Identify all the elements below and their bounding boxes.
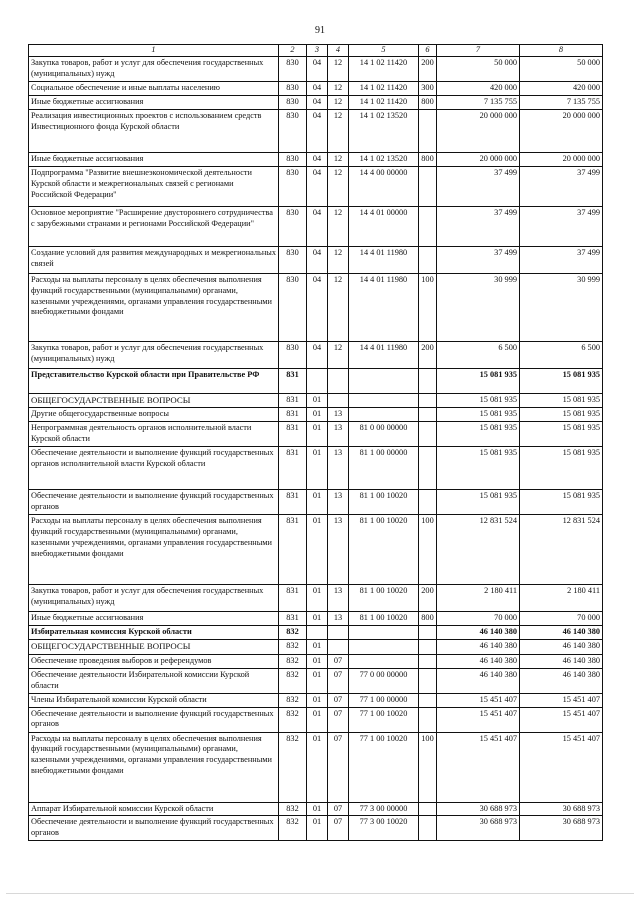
subsection-code: 12 (328, 81, 349, 95)
expense-type-code (419, 626, 437, 640)
admin-code: 830 (279, 152, 307, 166)
table-row (29, 490, 603, 515)
amount-col-7: 37 499 (437, 206, 520, 246)
amount-col-8: 30 688 973 (520, 816, 603, 841)
section-code: 04 (307, 273, 328, 341)
amount-col-7: 50 000 (437, 56, 520, 81)
table-row (29, 626, 603, 640)
expense-type-code (419, 490, 437, 515)
row-label: Обеспечение деятельности и выполнение функций государственных органов (29, 490, 279, 515)
section-code: 01 (307, 447, 328, 490)
row-label: Закупка товаров, работ и услуг для обеспечения государственных (муниципальных) нужд (29, 585, 279, 612)
table-body (29, 56, 603, 841)
row-label: ОБЩЕГОСУДАРСТВЕННЫЕ ВОПРОСЫ (29, 640, 279, 655)
subsection-code: 13 (328, 585, 349, 612)
amount-col-7: 46 140 380 (437, 654, 520, 668)
expense-type-code: 200 (419, 585, 437, 612)
target-article-code: 77 1 00 10020 (349, 732, 419, 802)
section-code: 01 (307, 612, 328, 626)
section-code: 04 (307, 81, 328, 95)
target-article-code (349, 408, 419, 422)
subsection-code: 07 (328, 654, 349, 668)
subsection-code: 12 (328, 166, 349, 206)
admin-code: 832 (279, 668, 307, 693)
expense-type-code (419, 393, 437, 408)
target-article-code: 14 4 01 11980 (349, 273, 419, 341)
amount-col-7: 2 180 411 (437, 585, 520, 612)
row-label: Обеспечение проведения выборов и референдумов (29, 654, 279, 668)
subsection-code: 07 (328, 732, 349, 802)
section-code: 01 (307, 693, 328, 707)
subsection-code: 07 (328, 707, 349, 732)
table-row (29, 668, 603, 693)
amount-col-7: 20 000 000 (437, 152, 520, 166)
row-label: Обеспечение деятельности и выполнение функций государственных органов (29, 707, 279, 732)
section-code: 04 (307, 341, 328, 368)
expense-type-code (419, 246, 437, 273)
table-row (29, 640, 603, 655)
subsection-code: 13 (328, 490, 349, 515)
column-header: 8 (520, 45, 603, 57)
admin-code: 832 (279, 816, 307, 841)
table-row (29, 408, 603, 422)
subsection-code: 12 (328, 109, 349, 152)
admin-code: 830 (279, 56, 307, 81)
subsection-code: 13 (328, 408, 349, 422)
subsection-code: 07 (328, 668, 349, 693)
subsection-code: 12 (328, 56, 349, 81)
row-label: Другие общегосударственные вопросы (29, 408, 279, 422)
subsection-code: 12 (328, 246, 349, 273)
expense-type-code (419, 447, 437, 490)
section-code: 04 (307, 56, 328, 81)
expense-type-code (419, 109, 437, 152)
amount-col-8: 15 081 935 (520, 408, 603, 422)
row-label: Расходы на выплаты персоналу в целях обеспечения выполнения функций государственными (муниципальными) органами, казенными учреждениями, органами управления государственными внебюджетными фондами (29, 273, 279, 341)
admin-code: 830 (279, 81, 307, 95)
table-row (29, 816, 603, 841)
table-row (29, 515, 603, 585)
target-article-code: 14 1 02 13520 (349, 152, 419, 166)
amount-col-7: 15 081 935 (437, 447, 520, 490)
amount-col-8: 37 499 (520, 206, 603, 246)
section-code: 04 (307, 109, 328, 152)
amount-col-7: 6 500 (437, 341, 520, 368)
subsection-code: 07 (328, 802, 349, 816)
row-label: Аппарат Избирательной комиссии Курской области (29, 802, 279, 816)
admin-code: 831 (279, 393, 307, 408)
section-code: 04 (307, 246, 328, 273)
row-label: Представительство Курской области при Правительстве РФ (29, 368, 279, 393)
row-label: Избирательная комиссия Курской области (29, 626, 279, 640)
amount-col-8: 15 451 407 (520, 707, 603, 732)
expense-type-code: 800 (419, 152, 437, 166)
expense-type-code: 100 (419, 515, 437, 585)
subsection-code (328, 640, 349, 655)
amount-col-8: 15 081 935 (520, 393, 603, 408)
admin-code: 832 (279, 732, 307, 802)
section-code: 04 (307, 152, 328, 166)
target-article-code (349, 368, 419, 393)
section-code (307, 626, 328, 640)
amount-col-7: 70 000 (437, 612, 520, 626)
expense-type-code (419, 654, 437, 668)
amount-col-7: 30 688 973 (437, 816, 520, 841)
table-row (29, 56, 603, 81)
table-row (29, 166, 603, 206)
amount-col-7: 15 081 935 (437, 490, 520, 515)
section-code: 01 (307, 654, 328, 668)
amount-col-7: 12 831 524 (437, 515, 520, 585)
admin-code: 832 (279, 654, 307, 668)
admin-code: 832 (279, 626, 307, 640)
target-article-code: 14 1 02 11420 (349, 56, 419, 81)
section-code: 01 (307, 816, 328, 841)
expense-type-code (419, 166, 437, 206)
admin-code: 831 (279, 422, 307, 447)
admin-code: 831 (279, 368, 307, 393)
admin-code: 832 (279, 707, 307, 732)
section-code: 01 (307, 640, 328, 655)
amount-col-8: 12 831 524 (520, 515, 603, 585)
section-code: 01 (307, 585, 328, 612)
admin-code: 830 (279, 246, 307, 273)
amount-col-8: 2 180 411 (520, 585, 603, 612)
row-label: Обеспечение деятельности и выполнение функций государственных органов (29, 816, 279, 841)
amount-col-8: 37 499 (520, 246, 603, 273)
admin-code: 831 (279, 408, 307, 422)
column-header: 4 (328, 45, 349, 57)
row-label: Расходы на выплаты персоналу в целях обеспечения выполнения функций государственными (муниципальными) органами, казенными учреждениями, органами управления государственными внебюджетными фондами (29, 732, 279, 802)
section-code: 01 (307, 393, 328, 408)
row-label: Обеспечение деятельности Избирательной комиссии Курской области (29, 668, 279, 693)
target-article-code: 14 4 01 11980 (349, 341, 419, 368)
subsection-code: 12 (328, 152, 349, 166)
expense-type-code (419, 368, 437, 393)
column-header: 5 (349, 45, 419, 57)
table-row (29, 341, 603, 368)
section-code: 04 (307, 95, 328, 109)
target-article-code (349, 654, 419, 668)
table-row (29, 152, 603, 166)
row-label: ОБЩЕГОСУДАРСТВЕННЫЕ ВОПРОСЫ (29, 393, 279, 408)
amount-col-7: 15 451 407 (437, 693, 520, 707)
admin-code: 831 (279, 585, 307, 612)
expense-type-code (419, 802, 437, 816)
target-article-code: 81 1 00 10020 (349, 612, 419, 626)
expense-type-code (419, 707, 437, 732)
expense-type-code (419, 640, 437, 655)
subsection-code: 12 (328, 341, 349, 368)
amount-col-8: 15 451 407 (520, 693, 603, 707)
admin-code: 830 (279, 273, 307, 341)
subsection-code: 13 (328, 447, 349, 490)
amount-col-8: 6 500 (520, 341, 603, 368)
admin-code: 831 (279, 612, 307, 626)
table-row (29, 109, 603, 152)
expense-type-code (419, 693, 437, 707)
row-label: Непрограммная деятельность органов исполнительной власти Курской области (29, 422, 279, 447)
row-label: Иные бюджетные ассигнования (29, 152, 279, 166)
admin-code: 830 (279, 109, 307, 152)
section-code: 01 (307, 408, 328, 422)
amount-col-8: 15 081 935 (520, 368, 603, 393)
expense-type-code: 200 (419, 56, 437, 81)
amount-col-7: 420 000 (437, 81, 520, 95)
table-row (29, 693, 603, 707)
amount-col-8: 46 140 380 (520, 654, 603, 668)
target-article-code: 81 1 00 10020 (349, 515, 419, 585)
target-article-code: 14 4 01 00000 (349, 206, 419, 246)
row-label: Основное мероприятие "Расширение двустороннего сотрудничества с зарубежными странами и регионами Российской Федерации" (29, 206, 279, 246)
expense-type-code (419, 408, 437, 422)
subsection-code: 12 (328, 206, 349, 246)
column-header: 2 (279, 45, 307, 57)
amount-col-7: 7 135 755 (437, 95, 520, 109)
expense-type-code (419, 422, 437, 447)
amount-col-8: 30 999 (520, 273, 603, 341)
amount-col-7: 15 081 935 (437, 393, 520, 408)
target-article-code (349, 640, 419, 655)
admin-code: 830 (279, 166, 307, 206)
target-article-code: 81 1 00 10020 (349, 490, 419, 515)
amount-col-7: 15 451 407 (437, 732, 520, 802)
target-article-code: 77 0 00 00000 (349, 668, 419, 693)
admin-code: 830 (279, 95, 307, 109)
target-article-code: 81 0 00 00000 (349, 422, 419, 447)
section-code: 01 (307, 668, 328, 693)
row-label: Иные бюджетные ассигнования (29, 612, 279, 626)
row-label: Члены Избирательной комиссии Курской области (29, 693, 279, 707)
header-row (29, 45, 603, 57)
table-row (29, 393, 603, 408)
row-label: Социальное обеспечение и иные выплаты населению (29, 81, 279, 95)
subsection-code: 07 (328, 816, 349, 841)
expense-type-code (419, 206, 437, 246)
target-article-code: 81 1 00 00000 (349, 447, 419, 490)
row-label: Закупка товаров, работ и услуг для обеспечения государственных (муниципальных) нужд (29, 56, 279, 81)
row-label: Создание условий для развития международных и межрегиональных связей (29, 246, 279, 273)
target-article-code: 14 1 02 13520 (349, 109, 419, 152)
expense-type-code (419, 816, 437, 841)
subsection-code: 13 (328, 515, 349, 585)
table-row (29, 368, 603, 393)
admin-code: 832 (279, 693, 307, 707)
table-row (29, 707, 603, 732)
amount-col-7: 15 081 935 (437, 408, 520, 422)
section-code: 04 (307, 166, 328, 206)
amount-col-7: 46 140 380 (437, 668, 520, 693)
target-article-code: 14 4 00 00000 (349, 166, 419, 206)
amount-col-8: 15 081 935 (520, 490, 603, 515)
admin-code: 830 (279, 341, 307, 368)
page-number: 91 (315, 25, 325, 36)
table-row (29, 585, 603, 612)
section-code: 01 (307, 732, 328, 802)
target-article-code: 81 1 00 10020 (349, 585, 419, 612)
target-article-code (349, 393, 419, 408)
section-code (307, 368, 328, 393)
expense-type-code: 100 (419, 273, 437, 341)
amount-col-8: 70 000 (520, 612, 603, 626)
section-code: 01 (307, 802, 328, 816)
amount-col-8: 20 000 000 (520, 152, 603, 166)
section-code: 01 (307, 515, 328, 585)
row-label: Реализация инвестиционных проектов с использованием средств Инвестиционного фонда Курской области (29, 109, 279, 152)
amount-col-7: 37 499 (437, 246, 520, 273)
amount-col-7: 15 451 407 (437, 707, 520, 732)
amount-col-8: 15 451 407 (520, 732, 603, 802)
table-row (29, 654, 603, 668)
target-article-code: 77 3 00 00000 (349, 802, 419, 816)
amount-col-8: 420 000 (520, 81, 603, 95)
amount-col-7: 15 081 935 (437, 368, 520, 393)
table-row (29, 732, 603, 802)
row-label: Расходы на выплаты персоналу в целях обеспечения выполнения функций государственными (муниципальными) органами, казенными учреждениями, органами управления государственными внебюджетными фондами (29, 515, 279, 585)
table-row (29, 206, 603, 246)
amount-col-8: 46 140 380 (520, 626, 603, 640)
amount-col-8: 50 000 (520, 56, 603, 81)
section-code: 01 (307, 490, 328, 515)
amount-col-8: 20 000 000 (520, 109, 603, 152)
column-header: 6 (419, 45, 437, 57)
section-code: 01 (307, 422, 328, 447)
table-row (29, 447, 603, 490)
amount-col-7: 30 688 973 (437, 802, 520, 816)
expense-type-code: 300 (419, 81, 437, 95)
amount-col-8: 46 140 380 (520, 668, 603, 693)
amount-col-8: 15 081 935 (520, 422, 603, 447)
amount-col-8: 15 081 935 (520, 447, 603, 490)
column-header: 3 (307, 45, 328, 57)
target-article-code: 14 1 02 11420 (349, 81, 419, 95)
table-row (29, 422, 603, 447)
target-article-code: 14 4 01 11980 (349, 246, 419, 273)
target-article-code (349, 626, 419, 640)
admin-code: 830 (279, 206, 307, 246)
expense-type-code: 800 (419, 95, 437, 109)
table-row (29, 95, 603, 109)
admin-code: 832 (279, 640, 307, 655)
amount-col-8: 37 499 (520, 166, 603, 206)
subsection-code (328, 393, 349, 408)
amount-col-7: 46 140 380 (437, 640, 520, 655)
column-header: 1 (29, 45, 279, 57)
amount-col-8: 7 135 755 (520, 95, 603, 109)
row-label: Обеспечение деятельности и выполнение функций государственных органов исполнительной власти Курской области (29, 447, 279, 490)
table-row (29, 246, 603, 273)
row-label: Иные бюджетные ассигнования (29, 95, 279, 109)
amount-col-7: 15 081 935 (437, 422, 520, 447)
amount-col-7: 37 499 (437, 166, 520, 206)
expense-type-code: 100 (419, 732, 437, 802)
scan-edge-line (6, 893, 634, 894)
target-article-code: 14 1 02 11420 (349, 95, 419, 109)
section-code: 01 (307, 707, 328, 732)
amount-col-7: 20 000 000 (437, 109, 520, 152)
target-article-code: 77 1 00 10020 (349, 707, 419, 732)
admin-code: 832 (279, 802, 307, 816)
expense-type-code: 200 (419, 341, 437, 368)
budget-table (28, 44, 603, 841)
expense-type-code: 800 (419, 612, 437, 626)
row-label: Закупка товаров, работ и услуг для обеспечения государственных (муниципальных) нужд (29, 341, 279, 368)
subsection-code: 07 (328, 693, 349, 707)
target-article-code: 77 3 00 10020 (349, 816, 419, 841)
table-row (29, 612, 603, 626)
subsection-code (328, 626, 349, 640)
table-row (29, 81, 603, 95)
subsection-code: 12 (328, 95, 349, 109)
column-header: 7 (437, 45, 520, 57)
admin-code: 831 (279, 490, 307, 515)
table-row (29, 273, 603, 341)
subsection-code: 13 (328, 422, 349, 447)
row-label: Подпрограмма "Развитие внешнеэкономической деятельности Курской области и межрегиональных связей с регионами Российской Федерации" (29, 166, 279, 206)
subsection-code (328, 368, 349, 393)
admin-code: 831 (279, 447, 307, 490)
expense-type-code (419, 668, 437, 693)
subsection-code: 12 (328, 273, 349, 341)
amount-col-8: 46 140 380 (520, 640, 603, 655)
amount-col-8: 30 688 973 (520, 802, 603, 816)
subsection-code: 13 (328, 612, 349, 626)
target-article-code: 77 1 00 00000 (349, 693, 419, 707)
section-code: 04 (307, 206, 328, 246)
table-row (29, 802, 603, 816)
amount-col-7: 46 140 380 (437, 626, 520, 640)
admin-code: 831 (279, 515, 307, 585)
amount-col-7: 30 999 (437, 273, 520, 341)
